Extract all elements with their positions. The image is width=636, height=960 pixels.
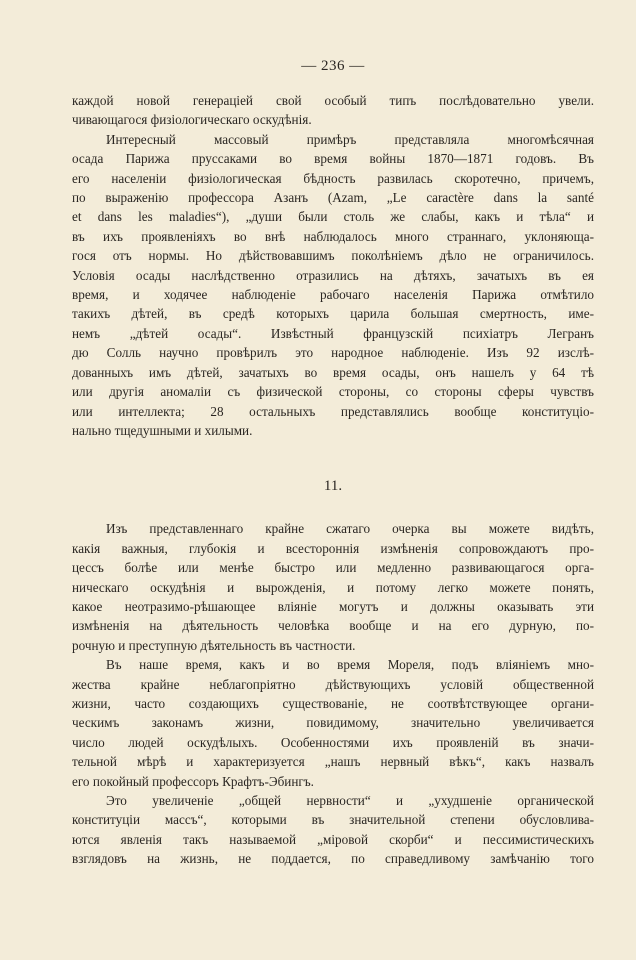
text-line: Это увеличеніе „общей нервности“ и „ухудшеніе органической <box>106 793 594 808</box>
text-line: ются явленія такъ называемой „міровой скорби“ и пессимистическихъ <box>72 831 594 847</box>
text-line: жизни, часто создающихъ существованіе, не соотвѣтствующее органи- <box>72 695 594 711</box>
text-line: ническаго оскудѣнія и вырожденія, и потому легко можете понять, <box>72 579 594 595</box>
text-line: или интеллекта; 28 остальныхъ представлялись вообще конституціо- <box>72 403 594 419</box>
text-line: въ ихъ проявленіяхъ во внѣ наблюдалось много страннаго, уклоняюща- <box>72 228 594 244</box>
text-line: Изъ представленнаго крайне сжатаго очерка вы можете видѣть, <box>106 521 594 537</box>
text-line: по выраженію профессора Азанъ (Azam, „Le caractère dans la santé <box>72 190 594 206</box>
paragraph-continued <box>72 91 594 130</box>
text-line: нально тщедушными и хилыми. <box>72 422 253 438</box>
page-number: — 236 — <box>301 58 365 74</box>
text-line: взглядовъ на жизнь, не поддается, по справедливому замѣчанію того <box>72 851 594 867</box>
text-line: измѣненія на дѣятельность человѣка вообще и на его дурную, по- <box>72 618 594 634</box>
text-line: каждой новой генераціей свой особый типъ послѣдовательно увели. <box>72 93 594 108</box>
paragraph-general-nervousness <box>72 791 594 869</box>
text-line: чивающагося физіологическаго оскудѣнія. <box>72 112 312 128</box>
text-line: et dans les maladies“), „души были столь же слабы, какъ и тѣла“ и <box>72 209 594 225</box>
paragraph-nervous-age <box>72 655 594 791</box>
text-line: или другія аномаліи съ физической стороны, со стороны сферы чувствъ <box>72 384 594 400</box>
text-line: Интересный массовый примѣръ представляла многомѣсячная <box>106 131 594 147</box>
text-line: какое неотразимо-рѣшающее вліяніе могутъ и должны оказывать эти <box>72 598 594 614</box>
text-line: дованныхъ имъ дѣтей, зачатыхъ во время осады, онъ нашелъ у 64 тѣ <box>72 364 594 380</box>
text-line: время, и ходячее наблюденіе рабочаго населенія Парижа отмѣтило <box>72 287 594 303</box>
paragraph-degeneration <box>72 519 594 655</box>
text-line: такихъ дѣтей, въ средѣ которыхъ царила большая смертность, име- <box>72 306 594 322</box>
text-line: осада Парижа пруссаками во время войны 1870—1871 годовъ. Въ <box>72 151 594 167</box>
text-line: немъ „дѣтей осады“. Извѣстный французскій психіатръ Легранъ <box>72 325 594 341</box>
text-line: жества крайне неблагопріятно дѣйствующихъ условій общественной <box>72 676 594 692</box>
text-line: какія важныя, глубокія и всестороннія измѣненія сопровождаютъ про- <box>72 540 594 556</box>
text-line: его населеніи физіологическая бѣдность развилась скоротечно, причемъ, <box>72 170 594 186</box>
text-line: гося отъ нормы. Но дѣйствовавшимъ поколѣніемъ дѣло не ограничилось. <box>72 248 594 264</box>
text-line: Въ наше время, какъ и во время Мореля, подъ вліяніемъ мно- <box>106 657 594 673</box>
text-line: дю Солль научно провѣрилъ это народное наблюденіе. Изъ 92 изслѣ- <box>72 345 594 361</box>
paragraph-paris-siege <box>72 130 594 441</box>
text-line: число людей оскудѣлыхъ. Особенностями ихъ проявленій въ значи- <box>72 734 594 750</box>
text-line: Условія осады наслѣдственно отразились на дѣтяхъ, зачатыхъ въ ея <box>72 267 594 283</box>
text-line: его покойный профессоръ Крафтъ-Эбингъ. <box>72 773 314 789</box>
text-line: конституціи массъ“, которыми въ значительной степени обусловлива- <box>72 812 594 828</box>
text-line: ческимъ законамъ жизни, повидимому, значительно увеличивается <box>72 715 594 731</box>
text-line: тельной мѣрѣ и характеризуется „нашъ нервный вѣкъ“, какъ назвалъ <box>72 754 594 770</box>
section-number: 11. <box>323 478 343 495</box>
text-line: цессъ болѣе или менѣе быстро или медленно развивающагося орга- <box>72 560 594 576</box>
text-line: рочную и преступную дѣятельность въ частности. <box>72 637 356 653</box>
